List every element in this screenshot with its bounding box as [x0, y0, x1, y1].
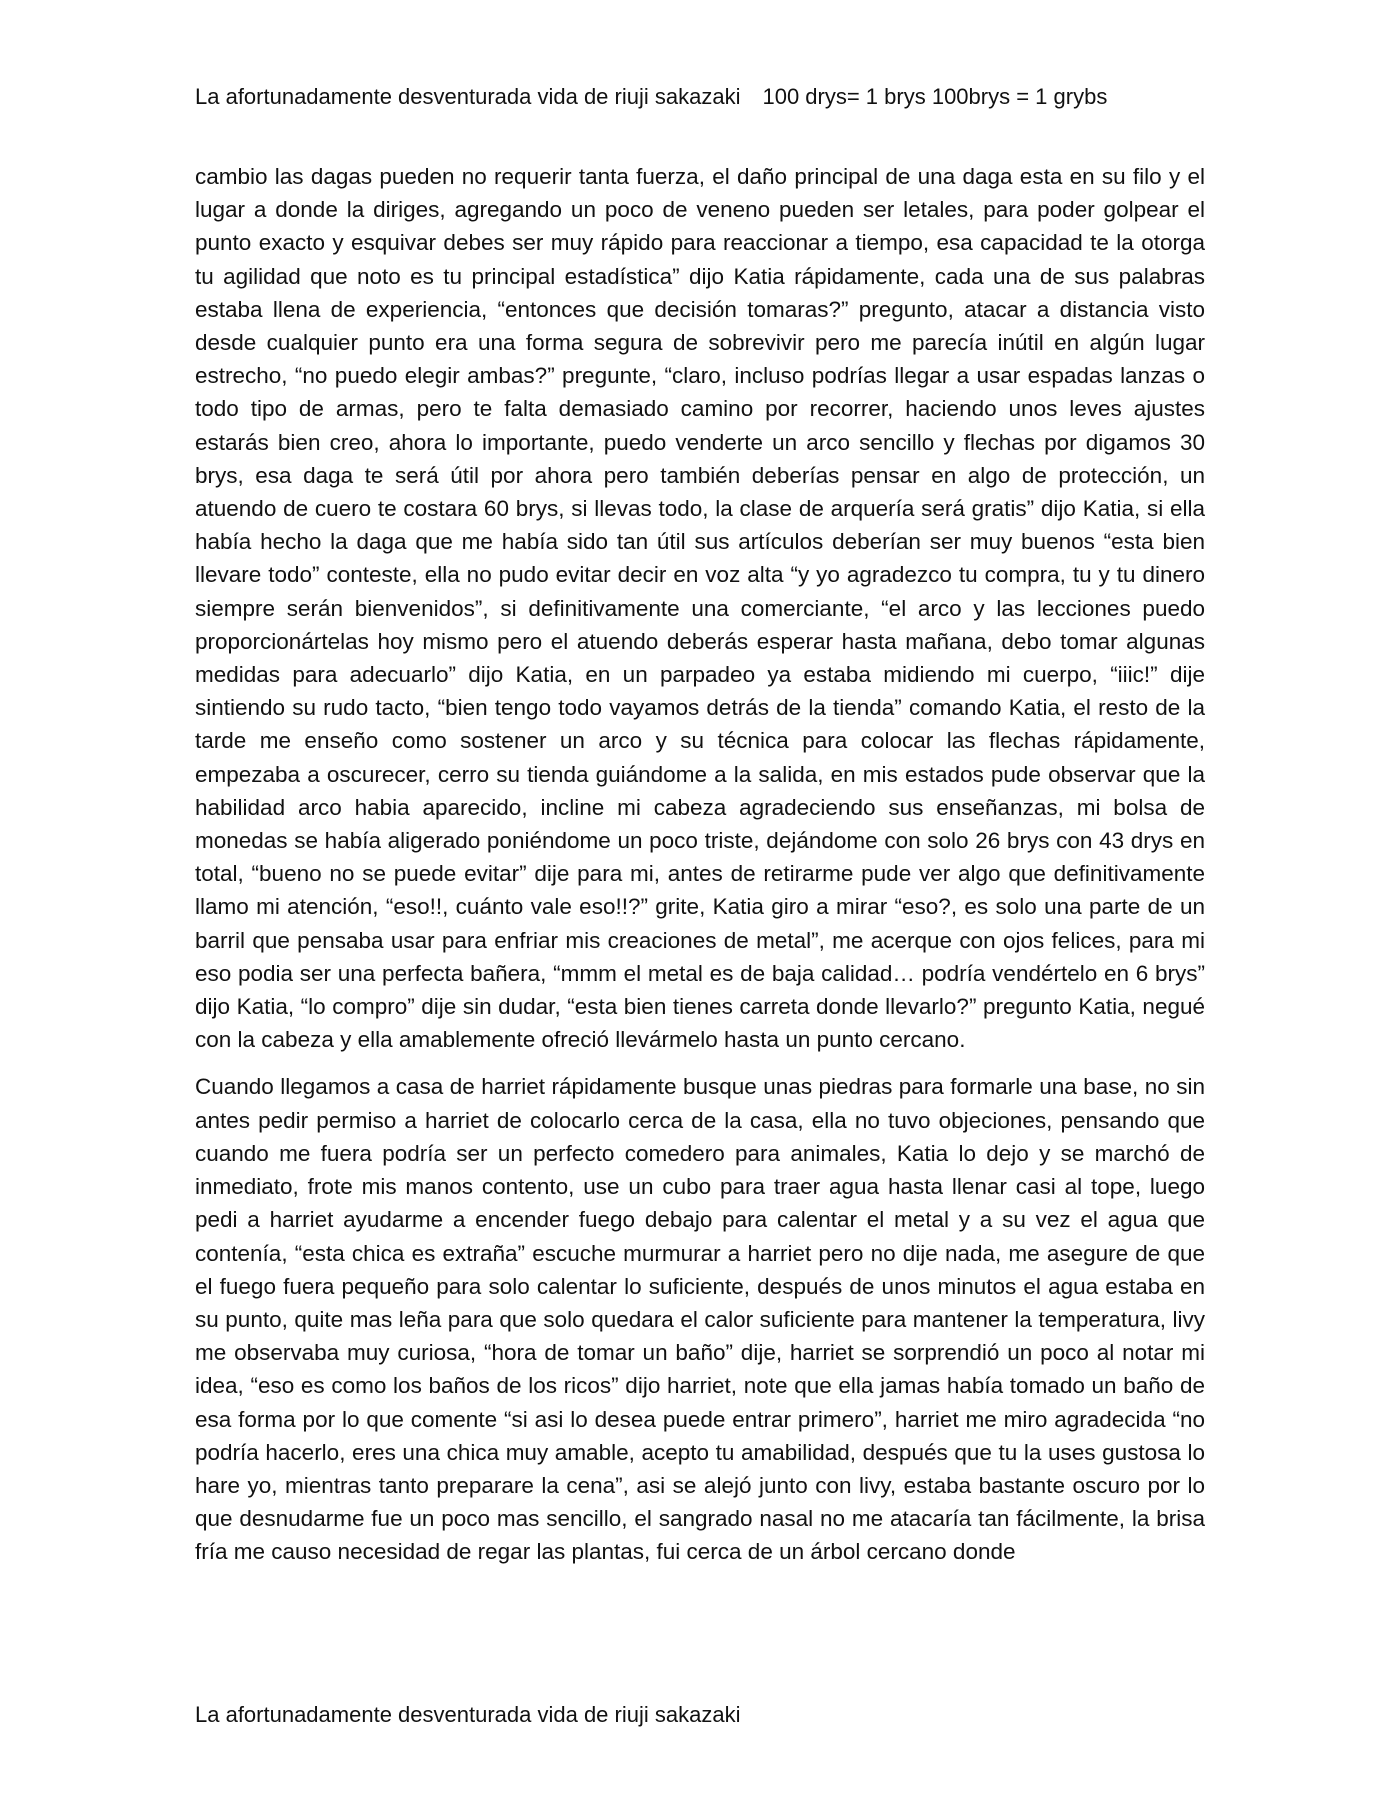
header-title: La afortunadamente desventurada vida de riuji sakazaki: [195, 84, 741, 109]
body-text: [195, 160, 1205, 1583]
paragraph: Cuando llegamos a casa de harriet rápidamente busque unas piedras para formarle una base, no sin antes pedir permiso a harriet de colocarlo cerca de la casa, ella no tuvo objeciones, pensando que cuando me fuera podría ser un perfecto comedero para animales, Katia lo dejo y se marchó de inmediato, frote mis manos contento, use un cubo para traer agua hasta llenar casi al tope, luego pedi a harriet ayudarme a encender fuego debajo para calentar el metal y a su vez el agua que contenía, “esta chica es extraña” escuche murmurar a harriet pero no dije nada, me asegure de que el fuego fuera pequeño para solo calentar lo suficiente, después de unos minutos el agua estaba en su punto, quite mas leña para que solo quedara el calor suficiente para mantener la temperatura, livy me observaba muy curiosa, “hora de tomar un baño” dije, harriet se sorprendió un poco al notar mi idea, “eso es como los baños de los ricos” dijo harriet, note que ella jamas había tomado un baño de esa forma por lo que comente “si asi lo desea puede entrar primero”, harriet me miro agradecida “no podría hacerlo, eres una chica muy amable, acepto tu amabilidad, después que tu la uses gustosa lo hare yo, mientras tanto preparare la cena”, asi se alejó junto con livy, estaba bastante oscuro por lo que desnudarme fue un poco mas sencillo, el sangrado nasal no me atacaría tan fácilmente, la brisa fría me causo necesidad de regar las plantas, fui cerca de un árbol cercano donde: [195, 1074, 1205, 1565]
page-footer: [195, 1700, 1205, 1730]
header-currency-note: 100 drys= 1 brys 100brys = 1 grybs: [762, 84, 1108, 109]
paragraph: cambio las dagas pueden no requerir tanta fuerza, el daño principal de una daga esta en su filo y el lugar a donde la diriges, agregando un poco de veneno pueden ser letales, para poder golpear el punto exacto y esquivar debes ser muy rápido para reaccionar a tiempo, esa capacidad te la otorga tu agilidad que noto es tu principal estadística” dijo Katia rápidamente, cada una de sus palabras estaba llena de experiencia, “entonces que decisión tomaras?” pregunto, atacar a distancia visto desde cualquier punto era una forma segura de sobrevivir pero me parecía inútil en algún lugar estrecho, “no puedo elegir ambas?” pregunte, “claro, incluso podrías llegar a usar espadas lanzas o todo tipo de armas, pero te falta demasiado camino por recorrer, haciendo unos leves ajustes estarás bien creo, ahora lo importante, puedo venderte un arco sencillo y flechas por digamos 30 brys, esa daga te será útil por ahora pero también deberías pensar en algo de protección, un atuendo de cuero te costara 60 brys, si llevas todo, la clase de arquería será gratis” dijo Katia, si ella había hecho la daga que me había sido tan útil sus artículos deberían ser muy buenos “esta bien llevare todo” conteste, ella no pudo evitar decir en voz alta “y yo agradezco tu compra, tu y tu dinero siempre serán bienvenidos”, si definitivamente una comerciante, “el arco y las lecciones puedo proporcionártelas hoy mismo pero el atuendo deberás esperar hasta mañana, debo tomar algunas medidas para adecuarlo” dijo Katia, en un parpadeo ya estaba midiendo mi cuerpo, “iiic!” dije sintiendo su rudo tacto, “bien tengo todo vayamos detrás de la tienda” comando Katia, el resto de la tarde me enseño como sostener un arco y su técnica para colocar las flechas rápidamente, empezaba a oscurecer, cerro su tienda guiándome a la salida, en mis estados pude observar que la habilidad arco habia aparecido, incline mi cabeza agradeciendo sus enseñanzas, mi bolsa de monedas se había aligerado poniéndome un poco triste, dejándome con solo 26 brys con 43 drys en total, “bueno no se puede evitar” dije para mi, antes de retirarme pude ver algo que definitivamente llamo mi atención, “eso!!, cuánto vale eso!!?” grite, Katia giro a mirar “eso?, es solo una parte de un barril que pensaba usar para enfriar mis creaciones de metal”, me acerque con ojos felices, para mi eso podia ser una perfecta bañera, “mmm el metal es de baja calidad… podría vendértelo en 6 brys” dijo Katia, “lo compro” dije sin dudar, “esta bien tienes carreta donde llevarlo?” pregunto Katia, negué con la cabeza y ella amablemente ofreció llevármelo hasta un punto cercano.: [195, 164, 1205, 1053]
footer-title: La afortunadamente desventurada vida de riuji sakazaki: [195, 1702, 741, 1727]
page-header: [195, 82, 1205, 112]
